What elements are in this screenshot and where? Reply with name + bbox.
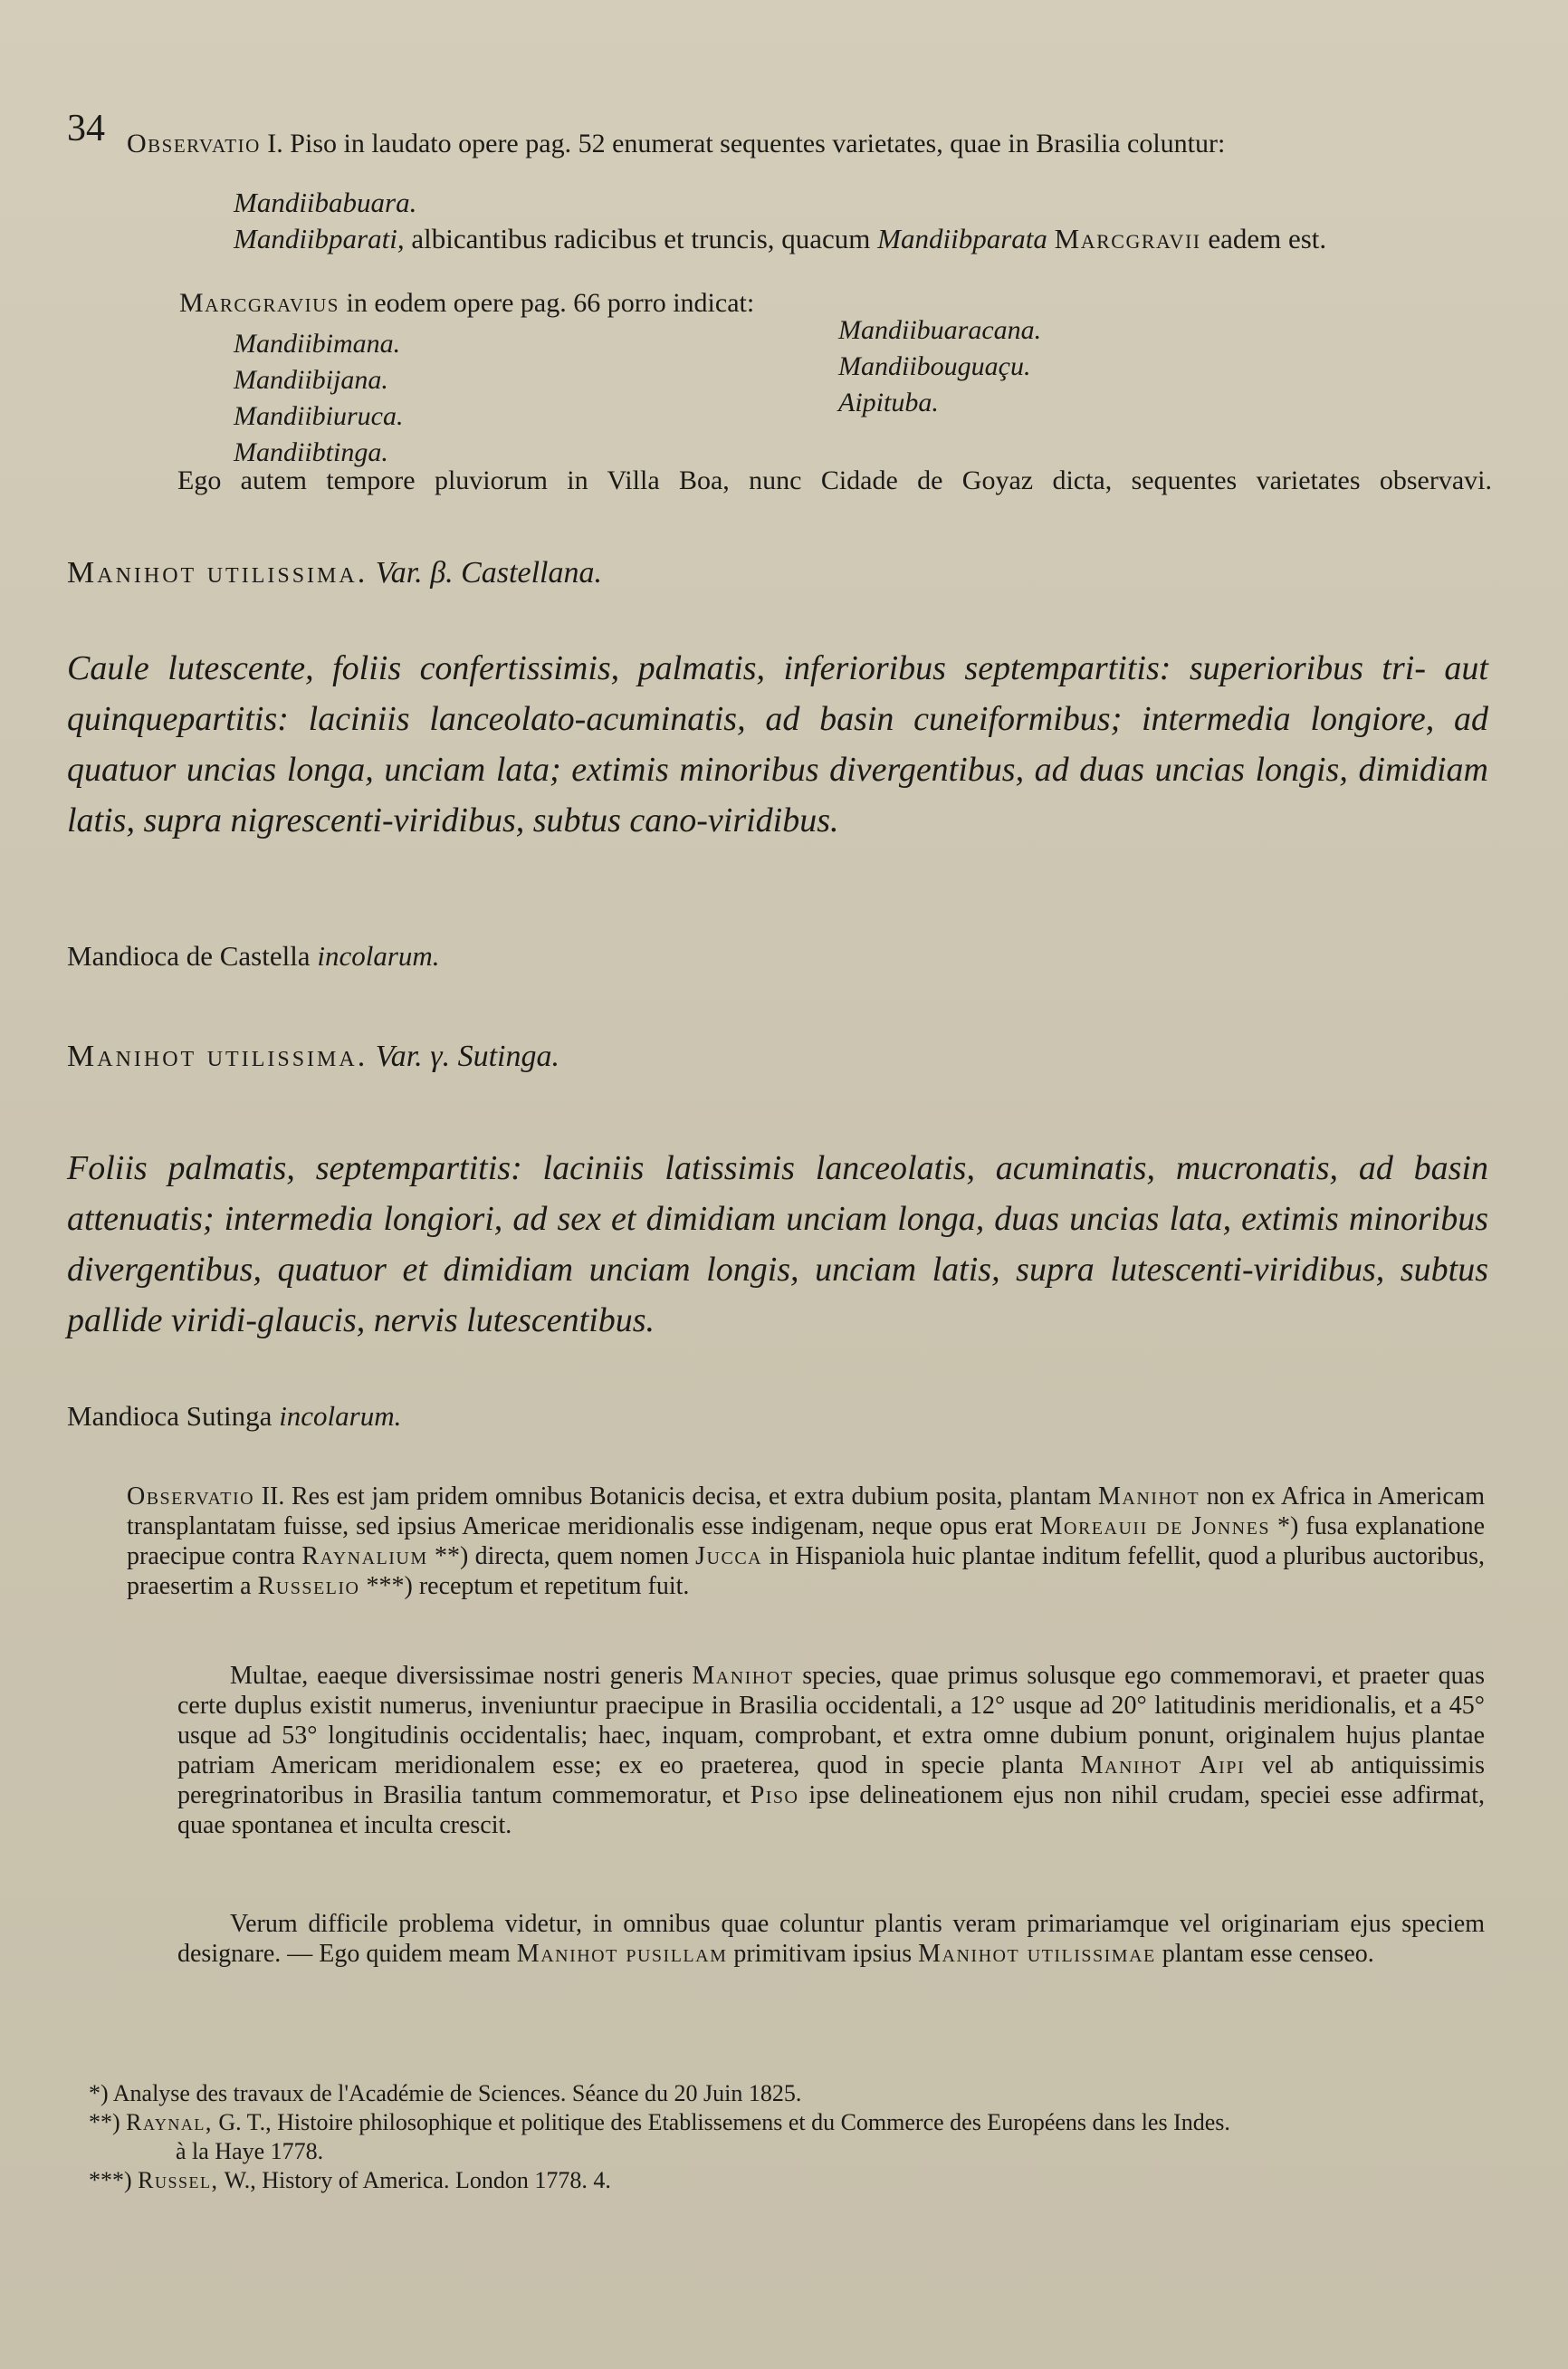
author-name: Raynalium [301,1542,428,1570]
variety-beta-vernacular [67,940,440,973]
text-run: *) fusa explanatione praecipue contra [127,1512,1485,1570]
variety-name: Mandiibabuara. [234,187,417,218]
piso-variety-list [234,185,1519,257]
list-item: Mandiibuaracana. [838,315,1042,345]
var-greek: β. [430,556,454,590]
text-run: ***) receptum et repetitum fuit. [366,1572,690,1600]
plant-name: Jucca [695,1542,763,1570]
observatio-1-intro [127,129,1412,159]
footnote-continuation: à la Haye 1778. [176,2138,324,2164]
variety-note: albicantibus radicibus et truncis, quacum [411,223,871,254]
vernacular-name: Mandioca Sutinga [67,1400,272,1432]
species-name: Manihot pusillam [516,1940,728,1968]
text-run: in Hispaniola huic plantae inditum fefellit, quod a pluribus auctoribus, praesertim a [127,1542,1486,1600]
var-greek: γ. [430,1040,451,1073]
ego-line: Ego autem tempore pluviorum in Villa Boa, nunc Cidade de Goyaz dicta, sequentes varietates observavi. [177,465,1492,495]
text-run: ipse delineationem ejus non nihil crudam, speciei esse adfirmat, quae spontanea et inculta crescit. [177,1781,1486,1839]
marcgravius-text: in eodem opere pag. 66 porro indicat: [346,288,755,318]
text-run: Multae, eaeque diversissimae nostri generis [230,1662,684,1690]
observatio-numeral: II. [261,1482,285,1511]
text-run: species, quae primus solusque ego commemoravi, et praeter quas certe duplus existit numerus, inveniuntur praecipue in Brasilia occidentali, a 12° usque ad 20° latitudinis meridionalis, et a 45° usque ad 53° longitudinis occidentalis; haec, inquam, comprobant, et extra omne dubium ponunt, originalem hujus plantae patriam Americam meridionalem esse; ex eo praeterea, quod in specie planta [177,1662,1485,1779]
marcgravius-list-right [838,312,1041,421]
footnote-text: W., History of America. London 1778. 4. [224,2167,611,2193]
species-name: Manihot utilissima. [67,556,368,590]
species-name: Manihot utilissimae [918,1940,1156,1968]
author-name: Marcgravii [1054,223,1201,254]
footnote-mark: **) [89,2109,120,2135]
variety-name-alt: Mandiibparata [877,223,1047,254]
footnote-mark: ***) [89,2167,132,2193]
list-item [234,221,1519,257]
text-run: **) directa, quem nomen [434,1542,689,1570]
page-number: 34 [67,108,105,149]
verum-paragraph [177,1909,1485,1969]
multae-paragraph [177,1661,1485,1840]
author-name: Raynal, [126,2109,213,2135]
incolarum-label: incolarum. [279,1400,402,1432]
text-run: vel ab antiquissimis peregrinatoribus in Brasilia tantum commemoratur, et [177,1751,1486,1809]
marcgravius-list-left [234,326,404,471]
genus-name: Manihot [692,1662,794,1690]
list-item [234,185,1519,221]
footnote [89,2079,1465,2108]
text-run: Verum difficile problema videtur, in omnibus quae coluntur plantis veram primariamque vel originariam ejus speciem designare. — Ego quidem meam [177,1910,1485,1968]
author-name: Piso [750,1781,799,1809]
variety-gamma-vernacular [67,1400,401,1433]
variety-note: eadem est. [1208,223,1327,254]
list-item: Mandiibiuruca. [234,401,404,431]
variety-name: Castellana. [461,556,602,590]
author-name: Marcgravius [179,288,339,318]
list-item: Mandiibimana. [234,329,401,359]
text-run: Res est jam pridem omnibus Botanicis decisa, et extra dubium posita, plantam [292,1482,1092,1511]
footnote [89,2108,1465,2137]
incolarum-label: incolarum. [317,940,440,972]
variety-beta-description: Caule lutescente, foliis confertissimis, palmatis, inferioribus septempartitis: superioribus tri- aut quinquepartitis: laciniis lanceolato-acuminatis, ad basin cuneiformibus; intermedia longiore, ad quatuor uncias longa, unciam lata; extimis minoribus divergentibus, ad duas uncias longis, dimidiam latis, supra nigrescenti-viridibus, subtus cano-viridibus. [67,649,1488,839]
author-name: Russelio [257,1572,360,1600]
var-label: Var. [375,1040,423,1073]
footnote-text: Analyse des travaux de l'Académie de Sciences. Séance du 20 Juin 1825. [112,2080,802,2106]
author-name: Moreauii de Jonnes [1039,1512,1270,1540]
species-name: Manihot Aipi [1080,1751,1246,1779]
list-item: Mandiibouguaçu. [838,351,1031,381]
variety-gamma-heading [67,1040,559,1074]
text-run: primitivam ipsius [733,1940,913,1968]
variety-gamma-description: Foliis palmatis, septempartitis: laciniis latissimis lanceolatis, acuminatis, mucronatis, ad basin attenuatis; intermedia longiori, ad sex et dimidiam unciam longa, duas uncias lata, extimis minoribus divergentibus, quatuor et dimidiam unciam longis, unciam latis, supra lutescenti-viridibus, subtus pallide viridi-glaucis, nervis lutescentibus. [67,1149,1488,1339]
footnote-text: G. T., Histoire philosophique et politique des Etablissemens et du Commerce des Européens dans les Indes. [218,2109,1230,2135]
observatio-numeral: I. [267,129,283,158]
vernacular-name: Mandioca de Castella [67,940,311,972]
text-run: plantam esse censeo. [1162,1940,1374,1968]
text-run: non ex Africa in Americam transplantatam fuisse, sed ipsius Americae meridionalis esse indigenam, neque opus erat [127,1482,1486,1540]
author-name: Russel, [138,2167,219,2193]
genus-name: Manihot [1098,1482,1200,1511]
observatio-2-paragraph [127,1482,1485,1601]
marcgravius-intro [179,288,1266,319]
list-item: Mandiibtinga. [234,437,388,467]
species-name: Manihot utilissima. [67,1040,368,1073]
variety-name: Mandiibparati, [234,223,405,254]
variety-name: Sutinga. [457,1040,559,1073]
var-label: Var. [375,556,423,590]
observatio-label: Observatio [127,129,261,158]
list-item: Mandiibijana. [234,365,388,395]
list-item: Aipituba. [838,388,939,417]
footnote [89,2166,1465,2195]
footnote-mark: *) [89,2080,109,2106]
observatio-label: Observatio [127,1482,255,1511]
observatio-1-text: Piso in laudato opere pag. 52 enumerat sequentes varietates, quae in Brasilia coluntur: [290,129,1226,158]
footnotes [89,2079,1465,2195]
variety-beta-heading [67,556,602,590]
